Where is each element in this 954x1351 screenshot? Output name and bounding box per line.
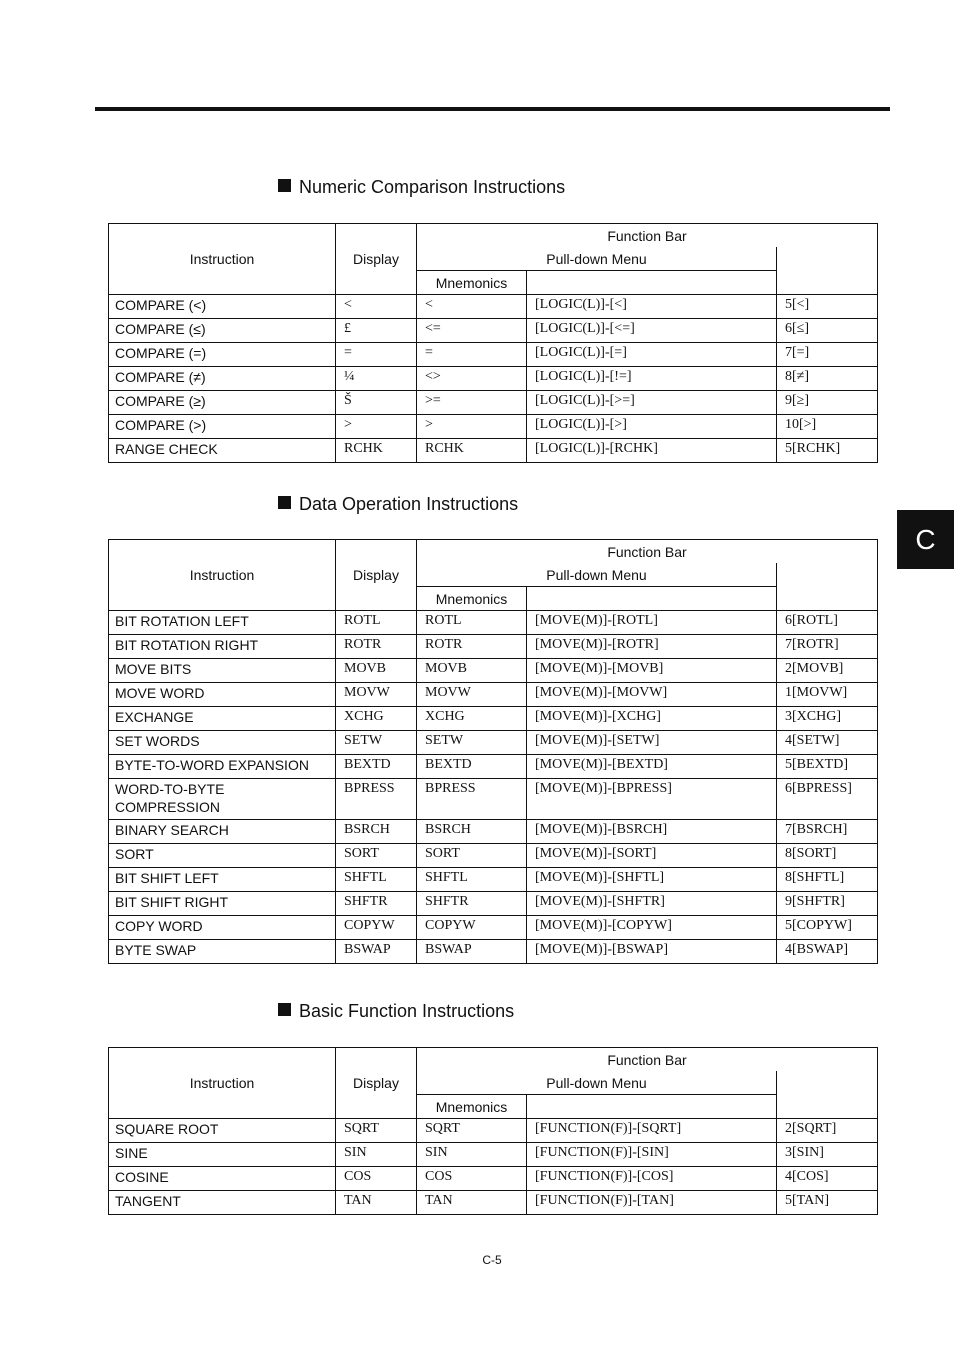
table-row <box>109 755 878 779</box>
header-instruction: Instruction <box>109 1048 336 1119</box>
instruction-cell: COMPARE (≤) <box>109 319 336 343</box>
instruction-cell: TANGENT <box>109 1191 336 1215</box>
function-bar-cell: 7[ROTR] <box>777 635 878 659</box>
display-cell: COPYW <box>336 916 417 940</box>
header-function-bar: Function Bar <box>417 224 878 248</box>
page-number: C-5 <box>482 1253 502 1267</box>
header-instruction: Instruction <box>109 224 336 295</box>
instruction-cell: BIT SHIFT RIGHT <box>109 892 336 916</box>
instruction-cell: BYTE SWAP <box>109 940 336 964</box>
display-cell: SHFTL <box>336 868 417 892</box>
mnemonic-cell: > <box>417 415 527 439</box>
instruction-cell: COPY WORD <box>109 916 336 940</box>
mnemonic-cell: COPYW <box>417 916 527 940</box>
display-cell: BEXTD <box>336 755 417 779</box>
appendix-tab: C <box>897 510 954 569</box>
table-row <box>109 367 878 391</box>
pulldown-cell: [MOVE(M)]-[MOVW] <box>527 683 777 707</box>
function-bar-cell: 7[=] <box>777 343 878 367</box>
mnemonic-cell: SETW <box>417 731 527 755</box>
function-bar-cell: 7[BSRCH] <box>777 820 878 844</box>
table-row <box>109 779 878 820</box>
header-blank <box>527 271 777 295</box>
mnemonic-cell: >= <box>417 391 527 415</box>
mnemonic-cell: SHFTL <box>417 868 527 892</box>
function-bar-cell: 8[≠] <box>777 367 878 391</box>
mnemonic-cell: <= <box>417 319 527 343</box>
square-bullet-icon <box>278 496 291 509</box>
display-cell: SIN <box>336 1143 417 1167</box>
pulldown-cell: [MOVE(M)]-[BEXTD] <box>527 755 777 779</box>
pulldown-cell: [MOVE(M)]-[SHFTL] <box>527 868 777 892</box>
instruction-cell: BIT SHIFT LEFT <box>109 868 336 892</box>
header-blank <box>527 587 777 611</box>
table-row <box>109 1143 878 1167</box>
header-mnemonics: Mnemonics <box>417 1095 527 1119</box>
mnemonic-cell: BSRCH <box>417 820 527 844</box>
instruction-cell: COMPARE (>) <box>109 415 336 439</box>
mnemonic-cell: < <box>417 295 527 319</box>
table-row <box>109 415 878 439</box>
pulldown-cell: [FUNCTION(F)]-[TAN] <box>527 1191 777 1215</box>
function-bar-cell: 4[SETW] <box>777 731 878 755</box>
header-pulldown: Pull-down Menu <box>417 563 777 587</box>
table-row <box>109 892 878 916</box>
header-empty <box>777 1071 878 1119</box>
mnemonic-cell: = <box>417 343 527 367</box>
pulldown-cell: [LOGIC(L)]-[<] <box>527 295 777 319</box>
table-body <box>109 295 878 463</box>
table-row <box>109 940 878 964</box>
mnemonic-cell: MOVW <box>417 683 527 707</box>
display-cell: XCHG <box>336 707 417 731</box>
mnemonic-cell: SIN <box>417 1143 527 1167</box>
mnemonic-cell: SQRT <box>417 1119 527 1143</box>
function-bar-cell: 5[RCHK] <box>777 439 878 463</box>
function-bar-cell: 6[≤] <box>777 319 878 343</box>
pulldown-cell: [FUNCTION(F)]-[SIN] <box>527 1143 777 1167</box>
function-bar-cell: 8[SORT] <box>777 844 878 868</box>
numeric-comparison-table <box>108 223 878 463</box>
display-cell: BSWAP <box>336 940 417 964</box>
table-row <box>109 611 878 635</box>
header-pulldown: Pull-down Menu <box>417 1071 777 1095</box>
header-empty <box>777 563 878 611</box>
instruction-cell: EXCHANGE <box>109 707 336 731</box>
table-row <box>109 319 878 343</box>
header-function-bar: Function Bar <box>417 1048 878 1072</box>
display-cell: ¼ <box>336 367 417 391</box>
pulldown-cell: [MOVE(M)]-[SORT] <box>527 844 777 868</box>
table-row <box>109 659 878 683</box>
function-bar-cell: 6[ROTL] <box>777 611 878 635</box>
instruction-cell: COMPARE (=) <box>109 343 336 367</box>
mnemonic-cell: BEXTD <box>417 755 527 779</box>
pulldown-cell: [MOVE(M)]-[ROTR] <box>527 635 777 659</box>
table-row <box>109 391 878 415</box>
function-bar-cell: 4[BSWAP] <box>777 940 878 964</box>
header-mnemonics: Mnemonics <box>417 587 527 611</box>
pulldown-cell: [LOGIC(L)]-[=] <box>527 343 777 367</box>
instruction-cell: BIT ROTATION LEFT <box>109 611 336 635</box>
table-row <box>109 635 878 659</box>
display-cell: ROTR <box>336 635 417 659</box>
pulldown-cell: [LOGIC(L)]-[<=] <box>527 319 777 343</box>
display-cell: Š <box>336 391 417 415</box>
table-row <box>109 868 878 892</box>
table-row <box>109 820 878 844</box>
square-bullet-icon <box>278 1003 291 1016</box>
instruction-cell: COMPARE (<) <box>109 295 336 319</box>
pulldown-cell: [FUNCTION(F)]-[SQRT] <box>527 1119 777 1143</box>
table-row <box>109 916 878 940</box>
pulldown-cell: [LOGIC(L)]-[RCHK] <box>527 439 777 463</box>
header-pulldown: Pull-down Menu <box>417 247 777 271</box>
mnemonic-cell: SORT <box>417 844 527 868</box>
basic-function-table <box>108 1047 878 1215</box>
function-bar-cell: 8[SHFTL] <box>777 868 878 892</box>
function-bar-cell: 3[XCHG] <box>777 707 878 731</box>
table-header <box>109 224 878 295</box>
pulldown-cell: [LOGIC(L)]-[!=] <box>527 367 777 391</box>
section-title-basic-function <box>278 1000 514 1022</box>
display-cell: BSRCH <box>336 820 417 844</box>
table-header <box>109 540 878 611</box>
function-bar-cell: 5[<] <box>777 295 878 319</box>
pulldown-cell: [MOVE(M)]-[MOVB] <box>527 659 777 683</box>
table-row <box>109 731 878 755</box>
instruction-cell: BIT ROTATION RIGHT <box>109 635 336 659</box>
pulldown-cell: [LOGIC(L)]-[>] <box>527 415 777 439</box>
pulldown-cell: [MOVE(M)]-[COPYW] <box>527 916 777 940</box>
mnemonic-cell: XCHG <box>417 707 527 731</box>
instruction-cell: BYTE-TO-WORD EXPANSION <box>109 755 336 779</box>
table-row <box>109 1191 878 1215</box>
header-display: Display <box>336 224 417 295</box>
display-cell: MOVW <box>336 683 417 707</box>
function-bar-cell: 5[COPYW] <box>777 916 878 940</box>
instruction-cell: MOVE WORD <box>109 683 336 707</box>
display-cell: £ <box>336 319 417 343</box>
display-cell: = <box>336 343 417 367</box>
table-row <box>109 683 878 707</box>
display-cell: SORT <box>336 844 417 868</box>
function-bar-cell: 2[SQRT] <box>777 1119 878 1143</box>
instruction-cell: RANGE CHECK <box>109 439 336 463</box>
table-body <box>109 1119 878 1215</box>
display-cell: RCHK <box>336 439 417 463</box>
table-row <box>109 844 878 868</box>
display-cell: TAN <box>336 1191 417 1215</box>
mnemonic-cell: BSWAP <box>417 940 527 964</box>
pulldown-cell: [FUNCTION(F)]-[COS] <box>527 1167 777 1191</box>
instruction-cell: MOVE BITS <box>109 659 336 683</box>
function-bar-cell: 4[COS] <box>777 1167 878 1191</box>
function-bar-cell: 9[≥] <box>777 391 878 415</box>
display-cell: SQRT <box>336 1119 417 1143</box>
display-cell: MOVB <box>336 659 417 683</box>
mnemonic-cell: ROTL <box>417 611 527 635</box>
header-display: Display <box>336 1048 417 1119</box>
display-cell: < <box>336 295 417 319</box>
table-row <box>109 439 878 463</box>
header-blank <box>527 1095 777 1119</box>
section-title-data-operation <box>278 493 518 515</box>
table-row <box>109 1167 878 1191</box>
mnemonic-cell: BPRESS <box>417 779 527 820</box>
function-bar-cell: 9[SHFTR] <box>777 892 878 916</box>
instruction-cell: SORT <box>109 844 336 868</box>
table-header <box>109 1048 878 1119</box>
display-cell: SETW <box>336 731 417 755</box>
instruction-cell: COMPARE (≠) <box>109 367 336 391</box>
display-cell: ROTL <box>336 611 417 635</box>
section-title-text: Data Operation Instructions <box>299 494 519 514</box>
instruction-cell: SQUARE ROOT <box>109 1119 336 1143</box>
mnemonic-cell: TAN <box>417 1191 527 1215</box>
header-empty <box>777 247 878 295</box>
pulldown-cell: [MOVE(M)]-[SHFTR] <box>527 892 777 916</box>
data-operation-table <box>108 539 878 964</box>
function-bar-cell: 5[BEXTD] <box>777 755 878 779</box>
display-cell: > <box>336 415 417 439</box>
pulldown-cell: [MOVE(M)]-[BPRESS] <box>527 779 777 820</box>
header-mnemonics: Mnemonics <box>417 271 527 295</box>
function-bar-cell: 1[MOVW] <box>777 683 878 707</box>
instruction-cell: WORD-TO-BYTE COMPRESSION <box>109 779 336 820</box>
pulldown-cell: [MOVE(M)]-[BSRCH] <box>527 820 777 844</box>
display-cell: BPRESS <box>336 779 417 820</box>
instruction-cell: SINE <box>109 1143 336 1167</box>
header-instruction: Instruction <box>109 540 336 611</box>
table-row <box>109 343 878 367</box>
mnemonic-cell: COS <box>417 1167 527 1191</box>
square-bullet-icon <box>278 179 291 192</box>
function-bar-cell: 5[TAN] <box>777 1191 878 1215</box>
mnemonic-cell: RCHK <box>417 439 527 463</box>
table-body <box>109 611 878 964</box>
section-title-numeric-comparison <box>278 176 565 198</box>
pulldown-cell: [LOGIC(L)]-[>=] <box>527 391 777 415</box>
mnemonic-cell: ROTR <box>417 635 527 659</box>
section-title-text: Numeric Comparison Instructions <box>299 177 566 197</box>
mnemonic-cell: MOVB <box>417 659 527 683</box>
instruction-cell: SET WORDS <box>109 731 336 755</box>
function-bar-cell: 6[BPRESS] <box>777 779 878 820</box>
table-row <box>109 707 878 731</box>
function-bar-cell: 3[SIN] <box>777 1143 878 1167</box>
table-row <box>109 1119 878 1143</box>
mnemonic-cell: <> <box>417 367 527 391</box>
pulldown-cell: [MOVE(M)]-[SETW] <box>527 731 777 755</box>
display-cell: COS <box>336 1167 417 1191</box>
section-title-text: Basic Function Instructions <box>299 1001 515 1021</box>
function-bar-cell: 2[MOVB] <box>777 659 878 683</box>
display-cell: SHFTR <box>336 892 417 916</box>
table-row <box>109 295 878 319</box>
pulldown-cell: [MOVE(M)]-[BSWAP] <box>527 940 777 964</box>
header-function-bar: Function Bar <box>417 540 878 564</box>
function-bar-cell: 10[>] <box>777 415 878 439</box>
top-rule <box>95 107 890 111</box>
instruction-cell: BINARY SEARCH <box>109 820 336 844</box>
mnemonic-cell: SHFTR <box>417 892 527 916</box>
header-display: Display <box>336 540 417 611</box>
pulldown-cell: [MOVE(M)]-[XCHG] <box>527 707 777 731</box>
instruction-cell: COSINE <box>109 1167 336 1191</box>
instruction-cell: COMPARE (≥) <box>109 391 336 415</box>
pulldown-cell: [MOVE(M)]-[ROTL] <box>527 611 777 635</box>
